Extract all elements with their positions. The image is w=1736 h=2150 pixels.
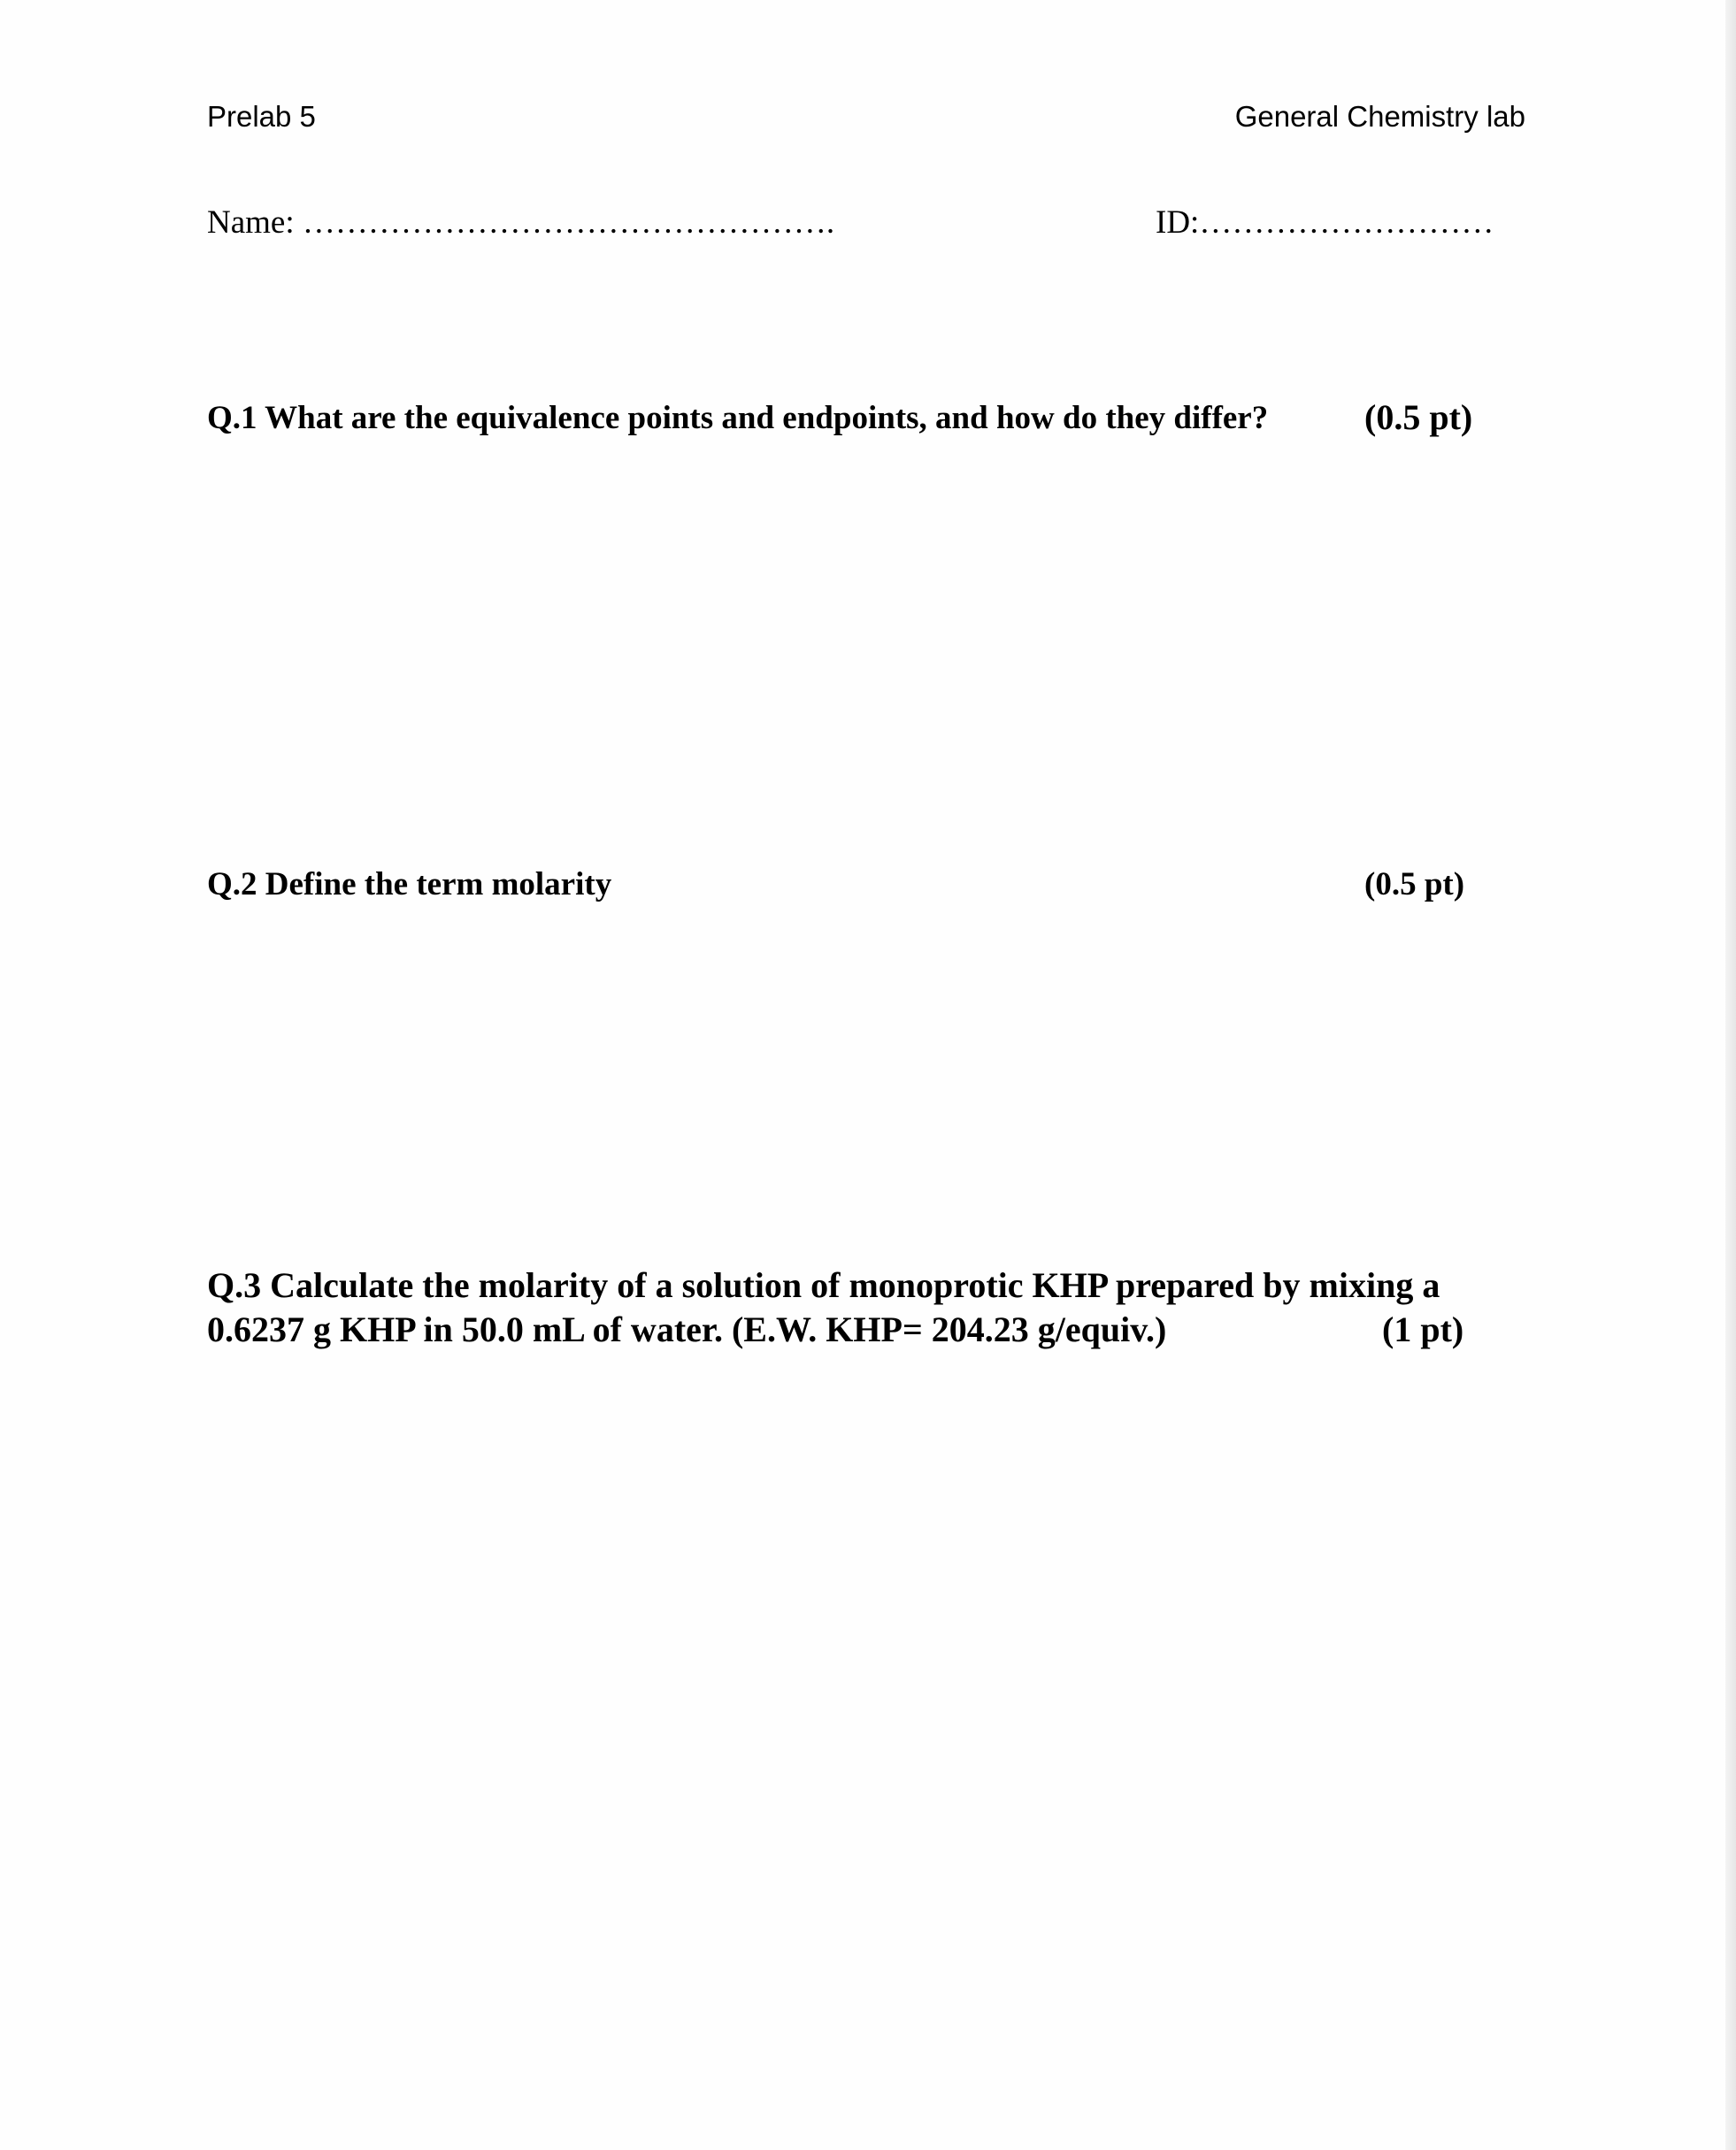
name-field: Name: …………………………………………. (207, 204, 835, 241)
question-2-points: (0.5 pt) (1364, 866, 1465, 902)
page-edge-shadow (1725, 0, 1736, 2150)
question-1-points: (0.5 pt) (1364, 397, 1473, 437)
question-3-line-2: 0.6237 g KHP in 50.0 mL of water. (E.W. KHP= 204.23 g/equiv.) (207, 1309, 1167, 1349)
id-field: ID:……………………… (1156, 204, 1494, 241)
question-3-text (207, 1263, 1440, 1352)
header-right: General Chemistry lab (1234, 100, 1525, 133)
question-3-points: (1 pt) (1382, 1309, 1464, 1349)
question-1-text: Q.1 What are the equivalence points and endpoints, and how do they differ? (207, 400, 1269, 436)
question-2-text: Q.2 Define the term molarity (207, 866, 612, 902)
header-left: Prelab 5 (207, 100, 316, 133)
question-3-line-1: Q.3 Calculate the molarity of a solution of monoprotic KHP prepared by mixing a (207, 1265, 1440, 1305)
